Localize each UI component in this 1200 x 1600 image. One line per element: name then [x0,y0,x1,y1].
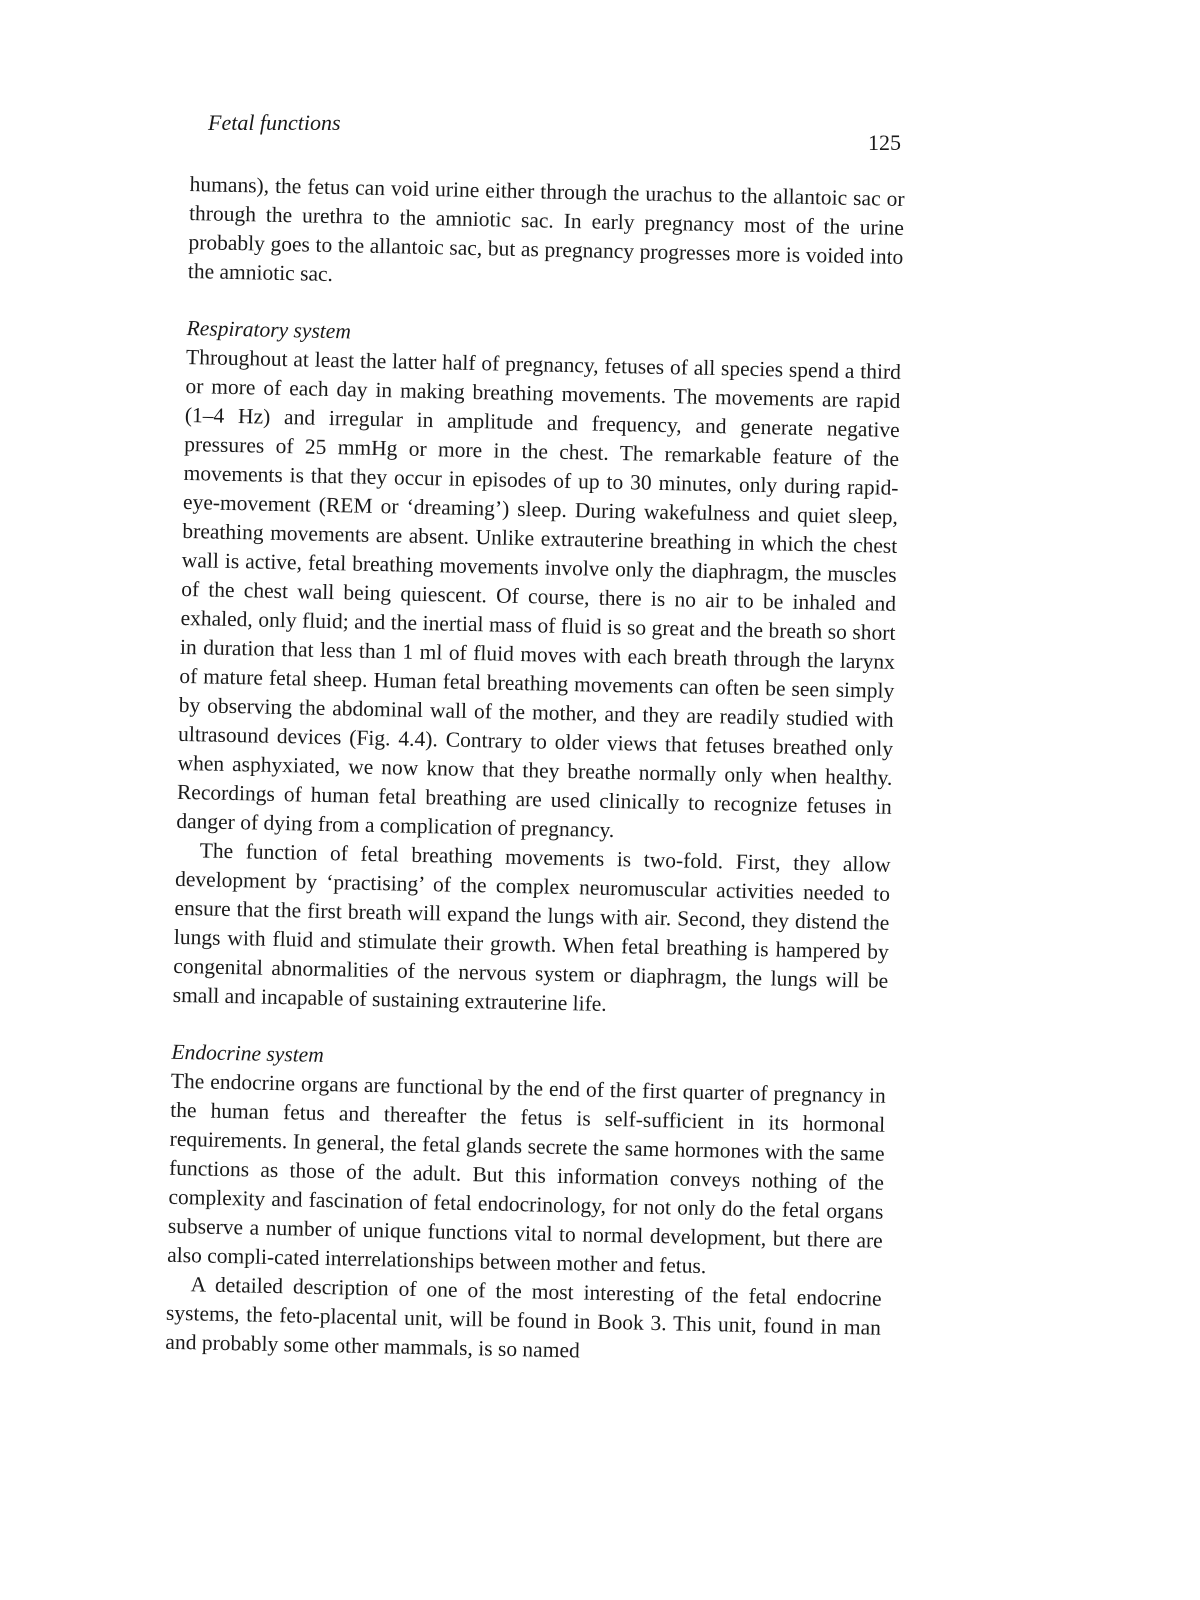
paragraph-endocrine-2: A detailed description of one of the most interesting of the fetal endocrine systems, the feto-placental unit, will be found in Book 3. This unit, found in man and probably some other mammals, is so named [165,1272,882,1363]
paragraph-respiratory-1: Throughout at least the latter half of pregnancy, fetuses of all species spend a third or more of each day in making breathing movements. The movements are rapid (1–4 Hz) and irregular in amplitude and frequency, and generate negative pressures of 25 mmHg or more in the chest. The remarkable feature of the movements is that they occur in episodes of up to 30 minutes, only during rapid-eye-movement (REM or ‘dreaming’) sleep. During wakefulness and quiet sleep, breathing movements are absent. Unlike extrauterine breathing in which the chest wall is active, fetal breathing movements involve only the diaphragm, the muscles of the chest wall being quiescent. Of course, there is no air to be inhaled and exhaled, only fluid; and the inertial mass of fluid is so great and the breath so short in duration that less than 1 ml of fluid moves with each breath through the larynx of mature fetal sheep. Human fetal breathing movements can often be seen simply by observing the abdominal wall of the mother, and they are readily studied with ultrasound devices (Fig. 4.4). Contrary to older views that fetuses breathed only when asphyxiated, we now know that they breathe normally only when healthy. Recordings of human fetal breathing are used clinically to recognize fetuses in danger of dying from a complication of pregnancy. [176,344,902,843]
section-heading-respiratory: Respiratory system [186,315,352,344]
paragraph-respiratory-2: The function of fetal breathing movements is two-fold. First, they allow development by ‘practising’ of the complex neuromuscular activities needed to ensure that the first breath will expand the lungs with air. Second, they distend the lungs with fluid and stimulate their growth. When fetal breathing is hampered by congenital abnormalities of the nervous system or diaphragm, the lungs will be small and incapable of sustaining extrauterine life. [172,838,891,1016]
paragraph-endocrine-1: The endocrine organs are functional by the end of the first quarter of pregnancy in the human fetus and thereafter the fetus is self-sufficient in its hormonal requirements. In general, the fetal glands secrete the same hormones with the same functions as those of the adult. But this information conveys nothing of the complexity and fascination of fetal endocrinology, for not only do the fetal organs subserve a number of unique functions vital to normal development, but there are also compli-cated interrelationships between mother and fetus. [167,1068,887,1279]
running-head-title: Fetal functions [208,110,341,135]
page-number: 125 [868,130,901,155]
body-text [165,170,905,1372]
section-heading-endocrine: Endocrine system [171,1039,325,1067]
paragraph-intro: humans), the fetus can void urine either through the urachus to the allantoic sac or through the urethra to the amniotic sac. In early pregnancy most of the urine probably goes to the allantoic sac, but as pregnancy progresses more is voided into the amniotic sac. [187,171,905,287]
